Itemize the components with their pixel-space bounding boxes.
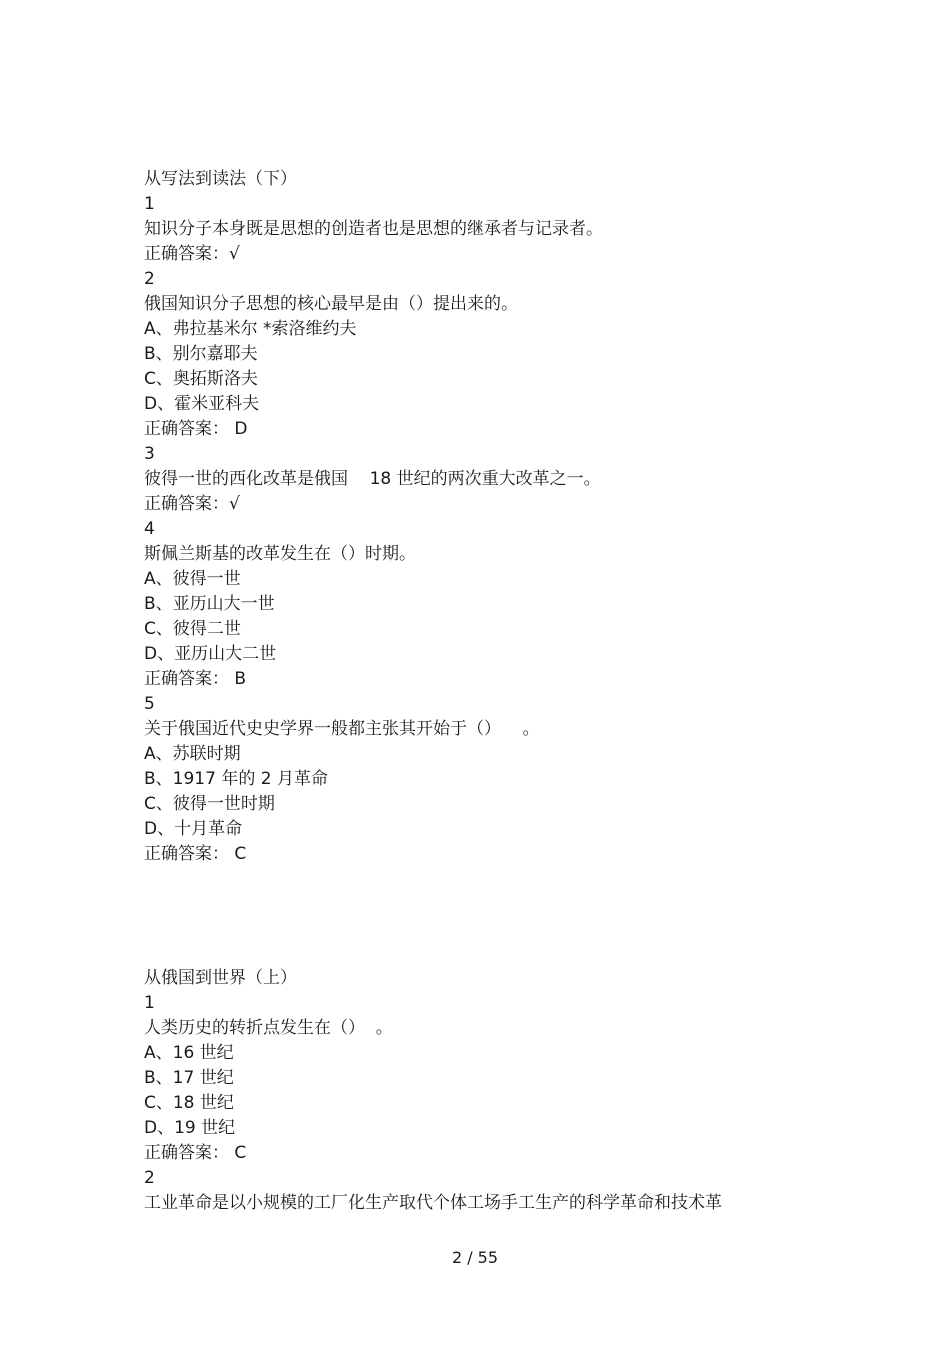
- question-text: 关于俄国近代史史学界一般都主张其开始于（） 。: [144, 719, 540, 739]
- question-text: 人类历史的转折点发生在（） 。: [144, 1018, 393, 1038]
- option-b: B、1917 年的 2 月革命: [144, 769, 328, 789]
- question-number: 1: [144, 993, 155, 1013]
- question-number: 2: [144, 269, 155, 289]
- question-text: 知识分子本身既是思想的创造者也是思想的继承者与记录者。: [144, 219, 603, 239]
- answer-line: 正确答案： D: [144, 419, 248, 439]
- question-number: 2: [144, 1168, 155, 1188]
- option-a: A、苏联时期: [144, 744, 241, 764]
- option-a: A、彼得一世: [144, 569, 241, 589]
- option-b: B、亚历山大一世: [144, 594, 275, 614]
- question-number: 4: [144, 519, 155, 539]
- section-spacer: [144, 867, 864, 966]
- option-c: C、彼得二世: [144, 619, 241, 639]
- question-number: 1: [144, 194, 155, 214]
- question-text: 俄国知识分子思想的核心最早是由（）提出来的。: [144, 294, 518, 314]
- question-text: 工业革命是以小规模的工厂化生产取代个体工场手工生产的科学革命和技术革: [144, 1193, 722, 1213]
- question-number: 5: [144, 694, 155, 714]
- answer-line: 正确答案：√: [144, 244, 240, 264]
- option-c: C、彼得一世时期: [144, 794, 275, 814]
- option-b: B、别尔嘉耶夫: [144, 344, 258, 364]
- answer-line: 正确答案： B: [144, 669, 247, 689]
- answer-line: 正确答案：√: [144, 494, 240, 514]
- section-title: 从俄国到世界（上）: [144, 968, 297, 988]
- question-number: 3: [144, 444, 155, 464]
- section-2: [144, 966, 864, 1216]
- option-d: D、19 世纪: [144, 1118, 236, 1138]
- section-1: [144, 167, 864, 867]
- option-d: D、亚历山大二世: [144, 644, 277, 664]
- option-c: C、18 世纪: [144, 1093, 234, 1113]
- answer-line: 正确答案： C: [144, 844, 247, 864]
- section-title: 从写法到读法（下）: [144, 169, 297, 189]
- option-a: A、弗拉基米尔 *索洛维约夫: [144, 319, 357, 339]
- question-text: 彼得一世的西化改革是俄国 18 世纪的两次重大改革之一。: [144, 469, 601, 489]
- option-d: D、霍米亚科夫: [144, 394, 260, 414]
- option-a: A、16 世纪: [144, 1043, 234, 1063]
- question-text: 斯佩兰斯基的改革发生在（）时期。: [144, 544, 416, 564]
- option-b: B、17 世纪: [144, 1068, 234, 1088]
- answer-line: 正确答案： C: [144, 1143, 247, 1163]
- document-body: [144, 167, 864, 1216]
- option-c: C、奥拓斯洛夫: [144, 369, 258, 389]
- page-indicator: 2 / 55: [451, 1248, 499, 1267]
- option-d: D、十月革命: [144, 819, 243, 839]
